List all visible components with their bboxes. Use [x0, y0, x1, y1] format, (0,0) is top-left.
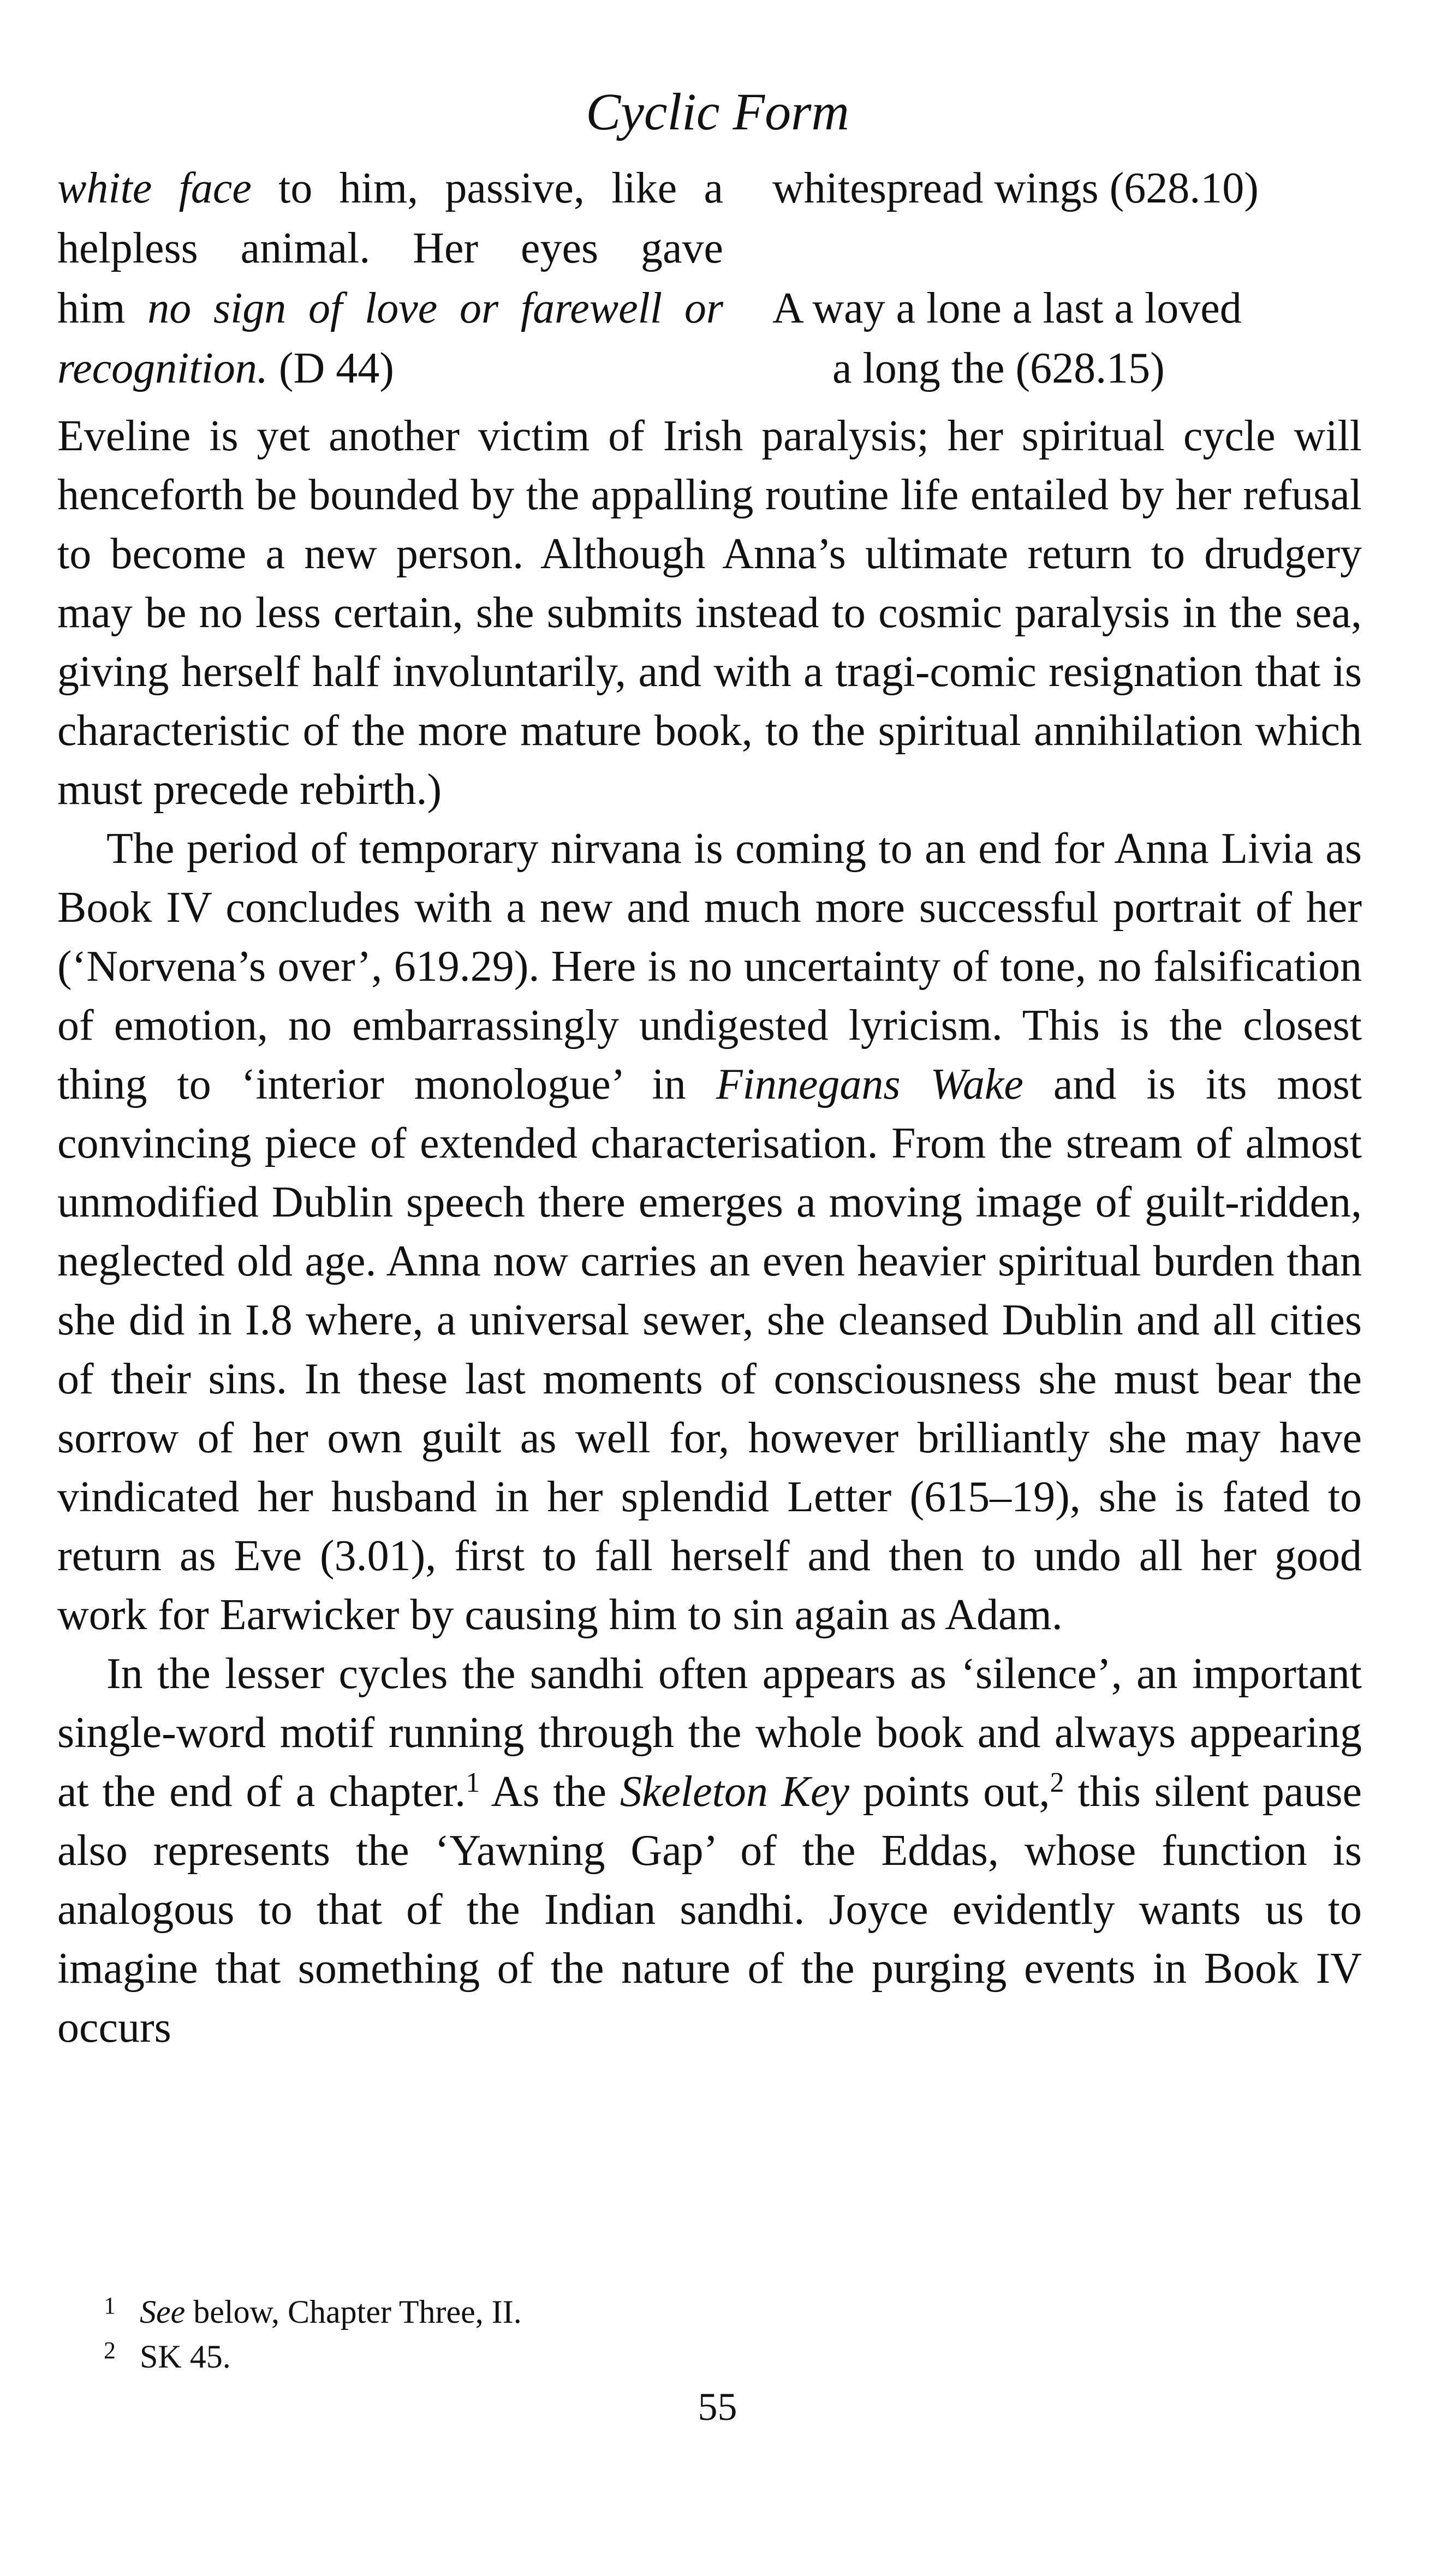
quote-right-line: whitespread wings (628.10) [772, 164, 1259, 212]
text-run: helpless animal. Her eyes gave [57, 224, 723, 272]
italic-text: Skeleton Key [620, 1768, 850, 1816]
footnote-mark: 2 [104, 2337, 116, 2364]
footnote-mark: 1 [104, 2292, 116, 2319]
paragraph [57, 407, 1362, 819]
quote-left-column [57, 158, 723, 398]
paragraph [57, 1644, 1362, 2057]
italic-text: white face [57, 164, 252, 212]
parallel-quotation [57, 158, 1367, 404]
quote-left-line [57, 338, 723, 398]
running-head: Cyclic Form [586, 82, 849, 141]
footnote-reference: 1 [466, 1767, 480, 1798]
quote-left-line [57, 218, 723, 278]
paragraph [57, 819, 1362, 1644]
quote-right-line: A way a lone a last a loved [772, 284, 1242, 332]
text-run: this silent pause also represents the ‘Yawning Gap’ of the Eddas, whose function is analogous to that of the Indian sandhi. Joyce evidently wants us to imagine that something of the nature of the purging events in Book IV occurs [57, 1768, 1362, 2052]
footnote [104, 2289, 1305, 2334]
italic-text: no sign of love or farewell or [147, 284, 724, 332]
text-run: (D 44) [267, 344, 394, 392]
text-run: him [57, 284, 148, 332]
text-run: SK 45. [140, 2339, 231, 2375]
text-run: As the [480, 1768, 620, 1816]
text-run: to him, passive, like a [251, 164, 723, 212]
quote-left-line [57, 278, 723, 338]
text-run: In the lesser cycles the sandhi often appears as ‘silence’, an important single-word motif running through the whole book and always appearing at the end of a chapter. [57, 1650, 1362, 1816]
italic-text: recognition. [57, 344, 268, 392]
text-run: below, Chapter Three, II. [185, 2294, 522, 2330]
body-text [57, 407, 1362, 2057]
text-run: Eveline is yet another victim of Irish paralysis; her spiritual cycle will henceforth be bounded by the appalling routine life entailed by her refusal to become a new person. Although Anna’s ultimate return to drudgery may be no less certain, she submits instead to cosmic paralysis in the sea, giving herself half involuntarily, and with a tragi-comic resignation that is characteristic of the more mature book, to the spiritual annihilation which must precede rebirth.) [57, 412, 1362, 814]
quote-right-line: a long the (628.15) [832, 344, 1165, 392]
page-number: 55 [698, 2385, 737, 2429]
footnote [104, 2334, 1305, 2379]
text-run: points out, [849, 1768, 1050, 1816]
quote-right-column [772, 158, 1427, 398]
italic-text: Finnegans Wake [716, 1060, 1023, 1108]
quote-left-line [57, 158, 723, 218]
italic-text: See [140, 2294, 186, 2330]
quote-gap [772, 218, 1427, 278]
footnote-reference: 2 [1050, 1767, 1064, 1798]
footnotes [104, 2289, 1305, 2379]
text-run: The period of temporary nirvana is coming to an end for Anna Livia as Book IV concludes with a new and much more successful portrait of her (‘Norvena’s over’, 619.29). Here is no uncertainty of tone, no falsification of emotion, no embarrassingly undigested lyricism. This is the closest thing to ‘interior monologue’ in [57, 825, 1362, 1108]
text-run: and is its most convincing piece of extended characterisation. From the stream of almost unmodified Dublin speech there emerges a moving image of guilt-ridden, neglected old age. Anna now carries an even heavier spiritual burden than she did in I.8 where, a universal sewer, she cleansed Dublin and all cities of their sins. In these last moments of consciousness she must bear the sorrow of her own guilt as well for, however brilliantly she may have vindicated her husband in her splendid Letter (615–19), she is fated to return as Eve (3.01), first to fall herself and then to undo all her good work for Earwicker by causing him to sin again as Adam. [57, 1060, 1362, 1639]
